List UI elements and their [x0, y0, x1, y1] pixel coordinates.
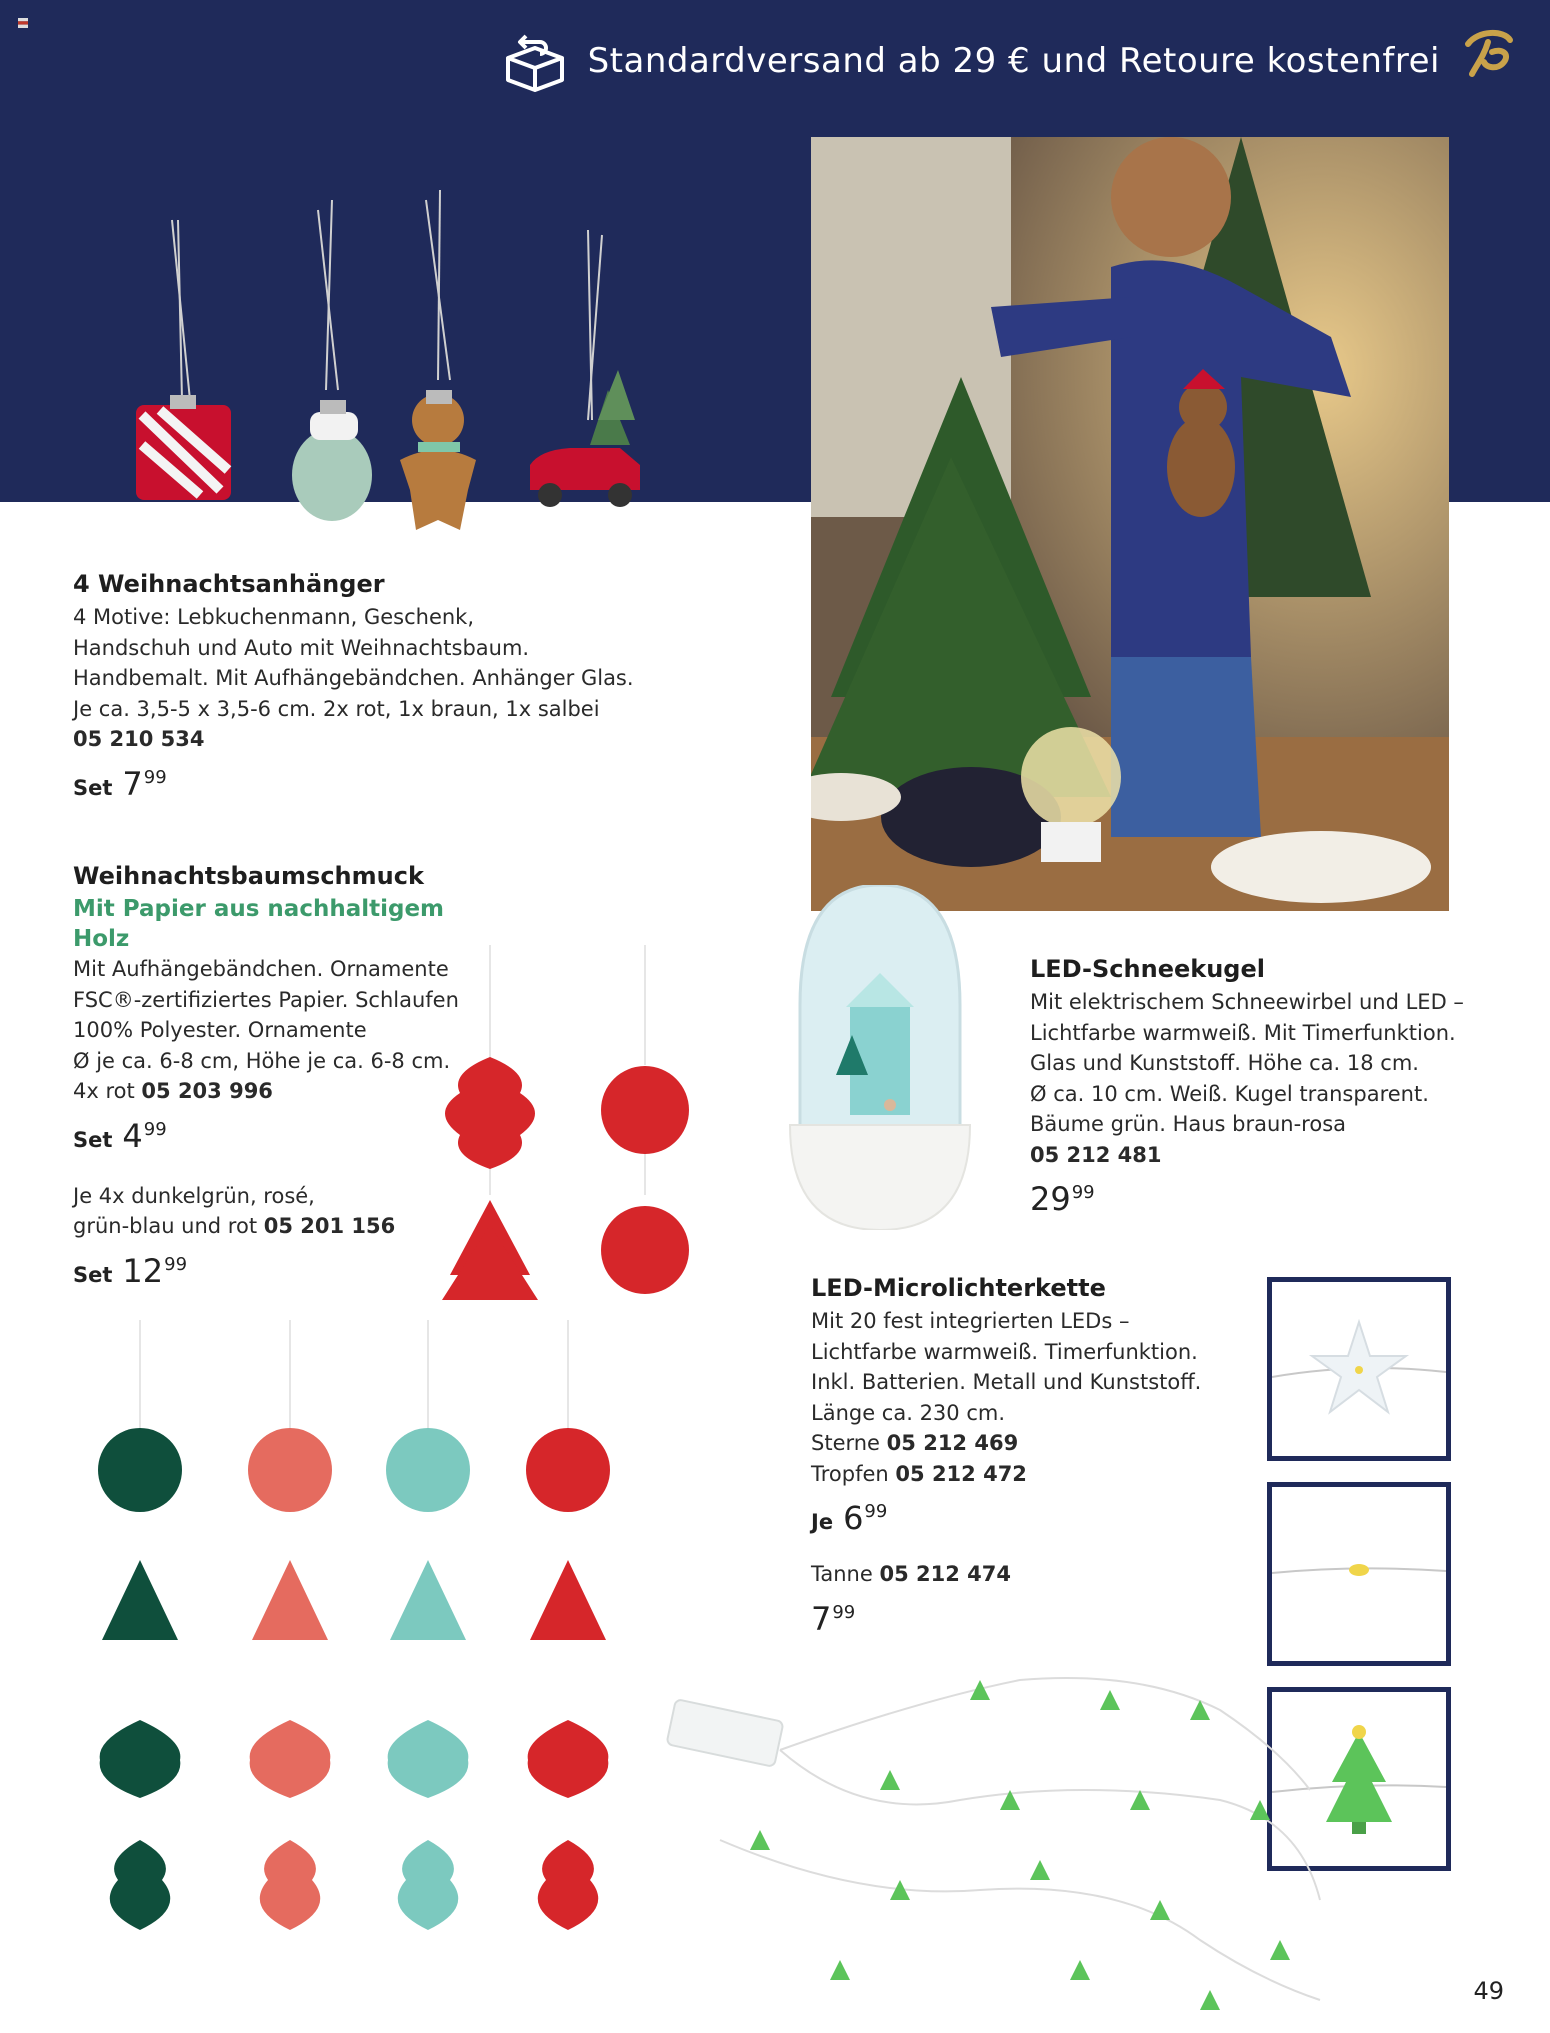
description-line: Glas und Kunststoff. Höhe ca. 18 cm. — [1030, 1051, 1419, 1075]
price-prefix: Set — [73, 1127, 113, 1152]
variant-line: Je 4x dunkelgrün, rosé, — [73, 1183, 315, 1208]
description-line: Handbemalt. Mit Aufhängebändchen. Anhänger Glas. — [73, 666, 634, 690]
variant-label: Sterne — [811, 1431, 880, 1455]
thumbnail-stars — [1267, 1277, 1451, 1461]
price — [811, 1499, 1251, 1537]
ornament-column-red — [526, 1428, 610, 1930]
shipping-text: Standardversand ab 29 € und Retoure kostenfrei — [587, 41, 1440, 81]
price-prefix: Je — [811, 1510, 834, 1534]
price-main: 12 — [122, 1251, 164, 1290]
return-box-icon — [500, 30, 570, 92]
variant-line — [811, 1459, 1251, 1490]
description-line: Inkl. Batterien. Metall und Kunststoff. — [811, 1370, 1202, 1394]
description-line: Bäume grün. Haus braun-rosa — [1030, 1112, 1347, 1136]
description-line: Je ca. 3,5-5 x 3,5-6 cm. 2x rot, 1x braun, 1x salbei — [73, 696, 600, 721]
article-number: 05 203 996 — [141, 1079, 273, 1103]
price-cents: 99 — [1071, 1182, 1095, 1204]
article-number: 05 212 481 — [1030, 1142, 1162, 1167]
variant-label: grün-blau und rot — [73, 1214, 258, 1238]
ornament-column-teal — [386, 1428, 470, 1930]
variant-label: 4x rot — [73, 1079, 135, 1103]
glass-ornaments-image — [120, 190, 660, 540]
article-number: 05 210 534 — [73, 727, 205, 751]
thumbnail-drops — [1267, 1482, 1451, 1666]
product-title: LED-Microlichterkette — [811, 1274, 1106, 1302]
product-micro-lights — [811, 1274, 1251, 1638]
variant-line — [811, 1559, 1251, 1590]
article-number: 05 212 469 — [886, 1431, 1019, 1455]
price-prefix: Set — [73, 1262, 113, 1287]
price — [811, 1600, 1251, 1638]
flag-icon — [18, 18, 28, 28]
lifestyle-photo — [811, 137, 1449, 911]
price — [1030, 1180, 1530, 1218]
price-cents: 99 — [832, 1601, 856, 1623]
variant-label: Tropfen — [811, 1461, 889, 1486]
article-number: 05 212 472 — [895, 1461, 1027, 1486]
price-main: 7 — [122, 764, 143, 803]
price — [73, 765, 713, 803]
product-title: 4 Weihnachtsanhänger — [73, 570, 385, 598]
red-paper-ornaments-image — [430, 945, 710, 1305]
product-ornaments — [73, 570, 713, 803]
price-cents: 99 — [143, 1118, 167, 1140]
article-number: 05 212 474 — [879, 1562, 1011, 1586]
page-number: 49 — [1473, 1977, 1504, 2005]
sustainability-note: Mit Papier aus nachhaltigem Holz — [73, 896, 445, 952]
description-line: Handschuh und Auto mit Weihnachtsbaum. — [73, 635, 530, 660]
description-line: Mit elektrischem Schneewirbel und LED – — [1030, 990, 1464, 1014]
price-cents: 99 — [864, 1501, 888, 1523]
price-main: 4 — [122, 1116, 143, 1155]
snow-globe-image — [780, 885, 980, 1230]
description-line: Lichtfarbe warmweiß. Mit Timerfunktion. — [1030, 1020, 1456, 1045]
price-cents: 99 — [164, 1253, 188, 1275]
light-chain-image — [660, 1640, 1360, 2030]
description-line: Mit Aufhängebändchen. Ornamente — [73, 957, 449, 981]
product-title: LED-Schneekugel — [1030, 955, 1265, 983]
price-main: 7 — [811, 1599, 832, 1638]
price-cents: 99 — [143, 766, 167, 788]
description-line: Ø je ca. 6-8 cm, Höhe je ca. 6-8 cm. — [73, 1048, 451, 1073]
price-prefix: Set — [73, 775, 113, 800]
variant-line — [811, 1428, 1251, 1459]
product-snow-globe — [1030, 955, 1530, 1218]
variant-label: Tanne — [811, 1562, 873, 1586]
article-number: 05 201 156 — [263, 1214, 396, 1238]
tchibo-logo-icon — [1458, 22, 1518, 82]
description-line: Lichtfarbe warmweiß. Timerfunktion. — [811, 1339, 1198, 1364]
description-line: 4 Motive: Lebkuchenmann, Geschenk, — [73, 605, 475, 629]
price-main: 29 — [1030, 1180, 1071, 1218]
description-line: Ø ca. 10 cm. Weiß. Kugel transparent. — [1030, 1081, 1429, 1106]
colored-paper-ornaments-image — [90, 1320, 620, 1960]
product-title: Weihnachtsbaumschmuck — [73, 862, 424, 890]
description-line: Länge ca. 230 cm. — [811, 1400, 1006, 1425]
description-line: 100% Polyester. Ornamente — [73, 1018, 367, 1042]
description-line: Mit 20 fest integrierten LEDs – — [811, 1309, 1130, 1333]
description-line: FSC®-zertifiziertes Papier. Schlaufen — [73, 987, 459, 1012]
ornament-column-rose — [248, 1428, 332, 1930]
shipping-notice — [500, 30, 1440, 92]
ornament-column-green — [98, 1428, 182, 1930]
price-main: 6 — [843, 1499, 864, 1537]
